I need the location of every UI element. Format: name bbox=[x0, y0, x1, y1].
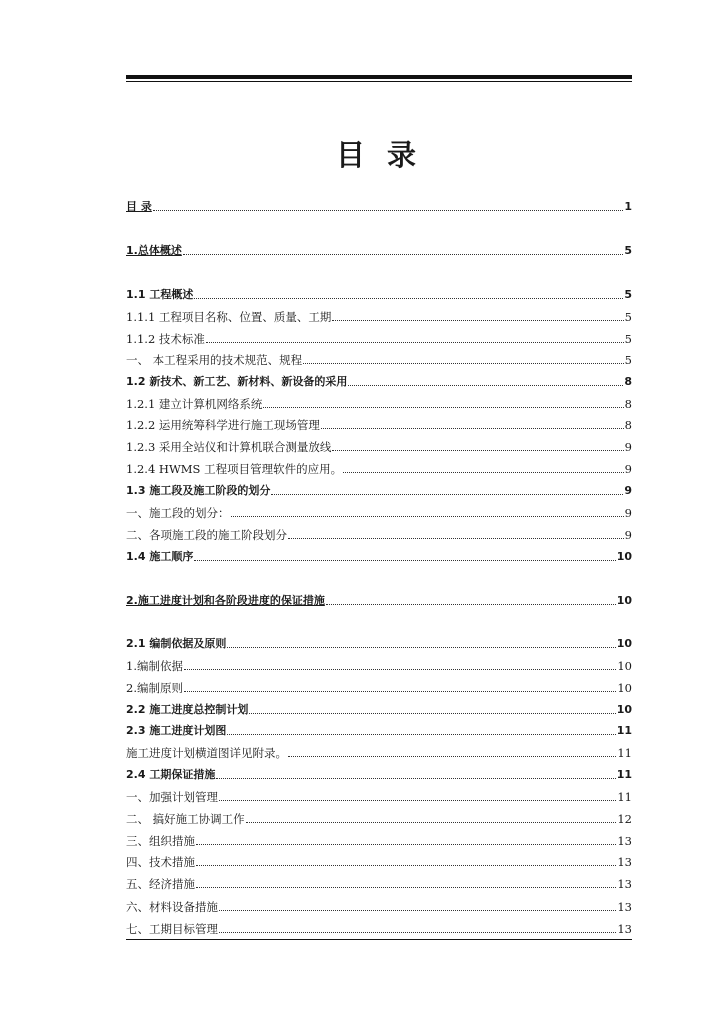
toc-entry-page-number: 1 bbox=[624, 200, 632, 213]
toc-entry-label: 三、组织措施 bbox=[126, 834, 195, 848]
toc-entry-label: 1.总体概述 bbox=[126, 244, 182, 257]
toc-entry-label: 二、各项施工段的施工阶段划分 bbox=[126, 528, 287, 542]
toc-leader-dots bbox=[196, 887, 616, 888]
toc-entry-page-number: 9 bbox=[624, 506, 632, 520]
toc-leader-dots bbox=[219, 800, 616, 801]
toc-entry-label: 1.2.4 HWMS 工程项目管理软件的应用。 bbox=[126, 462, 343, 476]
toc-leader-dots bbox=[326, 604, 616, 605]
toc-leader-dots bbox=[332, 320, 623, 321]
toc-entry-label: 2.1 编制依据及原则 bbox=[126, 637, 227, 650]
toc-entry-label: 2.编制原则 bbox=[126, 681, 183, 695]
toc-entry-page-number: 13 bbox=[617, 834, 632, 848]
toc-entry[interactable] bbox=[126, 918, 632, 936]
toc-leader-dots bbox=[249, 713, 615, 714]
page-title: 目 录 bbox=[335, 138, 423, 172]
toc-entry-page-number: 9 bbox=[624, 484, 632, 497]
toc-entry-label: 1.1.1 工程项目名称、位置、质量、工期 bbox=[126, 310, 332, 324]
toc-entry[interactable] bbox=[126, 240, 632, 258]
toc-entry[interactable] bbox=[126, 328, 632, 346]
toc-entry-page-number: 13 bbox=[617, 900, 632, 914]
toc-entry[interactable] bbox=[126, 677, 632, 695]
toc-entry-page-number: 5 bbox=[624, 353, 632, 367]
toc-entry[interactable] bbox=[126, 524, 632, 542]
toc-leader-dots bbox=[206, 342, 624, 343]
toc-leader-dots bbox=[263, 407, 623, 408]
toc-entry-label: 一、 本工程采用的技术规范、规程 bbox=[126, 353, 303, 367]
toc-entry-label: 2.2 施工进度总控制计划 bbox=[126, 703, 249, 716]
toc-entry-page-number: 10 bbox=[616, 594, 632, 607]
toc-entry-page-number: 9 bbox=[624, 462, 632, 476]
toc-entry[interactable] bbox=[126, 414, 632, 432]
toc-leader-dots bbox=[194, 560, 615, 561]
toc-entry-page-number: 12 bbox=[617, 812, 632, 826]
footer-rule bbox=[126, 939, 632, 940]
toc-entry[interactable] bbox=[126, 349, 632, 367]
toc-entry-page-number: 13 bbox=[617, 922, 632, 936]
toc-entry-label: 1.2 新技术、新工艺、新材料、新设备的采用 bbox=[126, 375, 348, 388]
toc-entry-page-number: 8 bbox=[624, 397, 632, 411]
toc-entry-page-number: 9 bbox=[624, 528, 632, 542]
toc-entry[interactable] bbox=[126, 655, 632, 673]
toc-entry[interactable] bbox=[126, 502, 632, 520]
toc-entry[interactable] bbox=[126, 742, 632, 760]
toc-entry[interactable] bbox=[126, 284, 632, 302]
toc-leader-dots bbox=[231, 516, 624, 517]
toc-entry-label: 四、技术措施 bbox=[126, 855, 195, 869]
toc-entry[interactable] bbox=[126, 480, 632, 498]
toc-leader-dots bbox=[196, 844, 616, 845]
toc-entry-page-number: 11 bbox=[617, 790, 632, 804]
toc-leader-dots bbox=[219, 932, 616, 933]
toc-entry-label: 1.1 工程概述 bbox=[126, 288, 194, 301]
toc-entry[interactable] bbox=[126, 699, 632, 717]
toc-entry-label: 1.4 施工顺序 bbox=[126, 550, 194, 563]
toc-entry-label: 2.施工进度计划和各阶段进度的保证措施 bbox=[126, 594, 325, 607]
toc-entry-label: 2.4 工期保证措施 bbox=[126, 768, 216, 781]
toc-entry[interactable] bbox=[126, 306, 632, 324]
toc-entry[interactable] bbox=[126, 458, 632, 476]
header-rule-thick bbox=[126, 75, 632, 79]
toc-leader-dots bbox=[184, 669, 616, 670]
toc-entry[interactable] bbox=[126, 436, 632, 454]
toc-entry-label: 2.3 施工进度计划图 bbox=[126, 724, 227, 737]
toc-entry[interactable] bbox=[126, 896, 632, 914]
toc-entry-page-number: 5 bbox=[624, 332, 632, 346]
toc-leader-dots bbox=[288, 756, 616, 757]
toc-leader-dots bbox=[343, 472, 624, 473]
toc-entry[interactable] bbox=[126, 393, 632, 411]
toc-entry-label: 一、加强计划管理 bbox=[126, 790, 218, 804]
toc-entry-label: 1.编制依据 bbox=[126, 659, 183, 673]
toc-leader-dots bbox=[321, 428, 624, 429]
toc-entry-label: 二、 搞好施工协调工作 bbox=[126, 812, 245, 826]
toc-entry[interactable] bbox=[126, 830, 632, 848]
toc-entry-label: 目 录 bbox=[126, 200, 152, 213]
toc-entry-page-number: 9 bbox=[624, 440, 632, 454]
toc-leader-dots bbox=[183, 254, 624, 255]
header-rule-thin bbox=[126, 81, 632, 82]
toc-leader-dots bbox=[153, 210, 624, 211]
toc-entry-page-number: 10 bbox=[617, 659, 632, 673]
toc-entry-label: 1.3 施工段及施工阶段的划分 bbox=[126, 484, 271, 497]
toc-leader-dots bbox=[303, 363, 624, 364]
toc-entry-page-number: 8 bbox=[624, 375, 632, 388]
toc-entry-page-number: 5 bbox=[624, 244, 632, 257]
toc-leader-dots bbox=[348, 385, 623, 386]
toc-entry-page-number: 5 bbox=[624, 310, 632, 324]
toc-entry-page-number: 13 bbox=[617, 855, 632, 869]
toc-entry-label: 施工进度计划横道图详见附录。 bbox=[126, 746, 287, 760]
toc-leader-dots bbox=[227, 647, 615, 648]
toc-entry-page-number: 5 bbox=[624, 288, 632, 301]
toc-entry[interactable] bbox=[126, 720, 632, 738]
toc-entry-label: 五、经济措施 bbox=[126, 877, 195, 891]
toc-leader-dots bbox=[184, 691, 616, 692]
toc-entry-label: 七、工期目标管理 bbox=[126, 922, 218, 936]
toc-leader-dots bbox=[227, 734, 615, 735]
toc-entry-label: 一、施工段的划分： bbox=[126, 506, 230, 520]
toc-entry[interactable] bbox=[126, 546, 632, 564]
toc-leader-dots bbox=[271, 494, 623, 495]
toc-entry[interactable] bbox=[126, 633, 632, 651]
toc-leader-dots bbox=[219, 910, 616, 911]
toc-entry-page-number: 11 bbox=[616, 768, 632, 781]
toc-leader-dots bbox=[332, 450, 623, 451]
toc-entry[interactable] bbox=[126, 590, 632, 608]
toc-entry-page-number: 11 bbox=[617, 746, 632, 760]
toc-entry-page-number: 8 bbox=[624, 418, 632, 432]
toc-entry[interactable] bbox=[126, 873, 632, 891]
toc-entry[interactable] bbox=[126, 196, 632, 214]
toc-entry-label: 1.2.3 采用全站仪和计算机联合测量放线 bbox=[126, 440, 332, 454]
toc-leader-dots bbox=[194, 298, 623, 299]
toc-entry[interactable] bbox=[126, 851, 632, 869]
toc-entry[interactable] bbox=[126, 808, 632, 826]
toc-entry-label: 1.1.2 技术标准 bbox=[126, 332, 205, 346]
toc-entry[interactable] bbox=[126, 786, 632, 804]
toc-entry-page-number: 10 bbox=[616, 550, 632, 563]
toc-leader-dots bbox=[246, 822, 617, 823]
toc-entry-page-number: 10 bbox=[616, 637, 632, 650]
toc-entry[interactable] bbox=[126, 371, 632, 389]
toc-leader-dots bbox=[216, 778, 615, 779]
toc-entry[interactable] bbox=[126, 764, 632, 782]
toc-leader-dots bbox=[196, 865, 616, 866]
toc-leader-dots bbox=[288, 538, 624, 539]
toc-entry-label: 六、材料设备措施 bbox=[126, 900, 218, 914]
toc-entry-page-number: 11 bbox=[616, 724, 632, 737]
toc-entry-page-number: 10 bbox=[616, 703, 632, 716]
toc-entry-page-number: 13 bbox=[617, 877, 632, 891]
toc-entry-page-number: 10 bbox=[617, 681, 632, 695]
toc-entry-label: 1.2.2 运用统筹科学进行施工现场管理 bbox=[126, 418, 320, 432]
toc-entry-label: 1.2.1 建立计算机网络系统 bbox=[126, 397, 263, 411]
